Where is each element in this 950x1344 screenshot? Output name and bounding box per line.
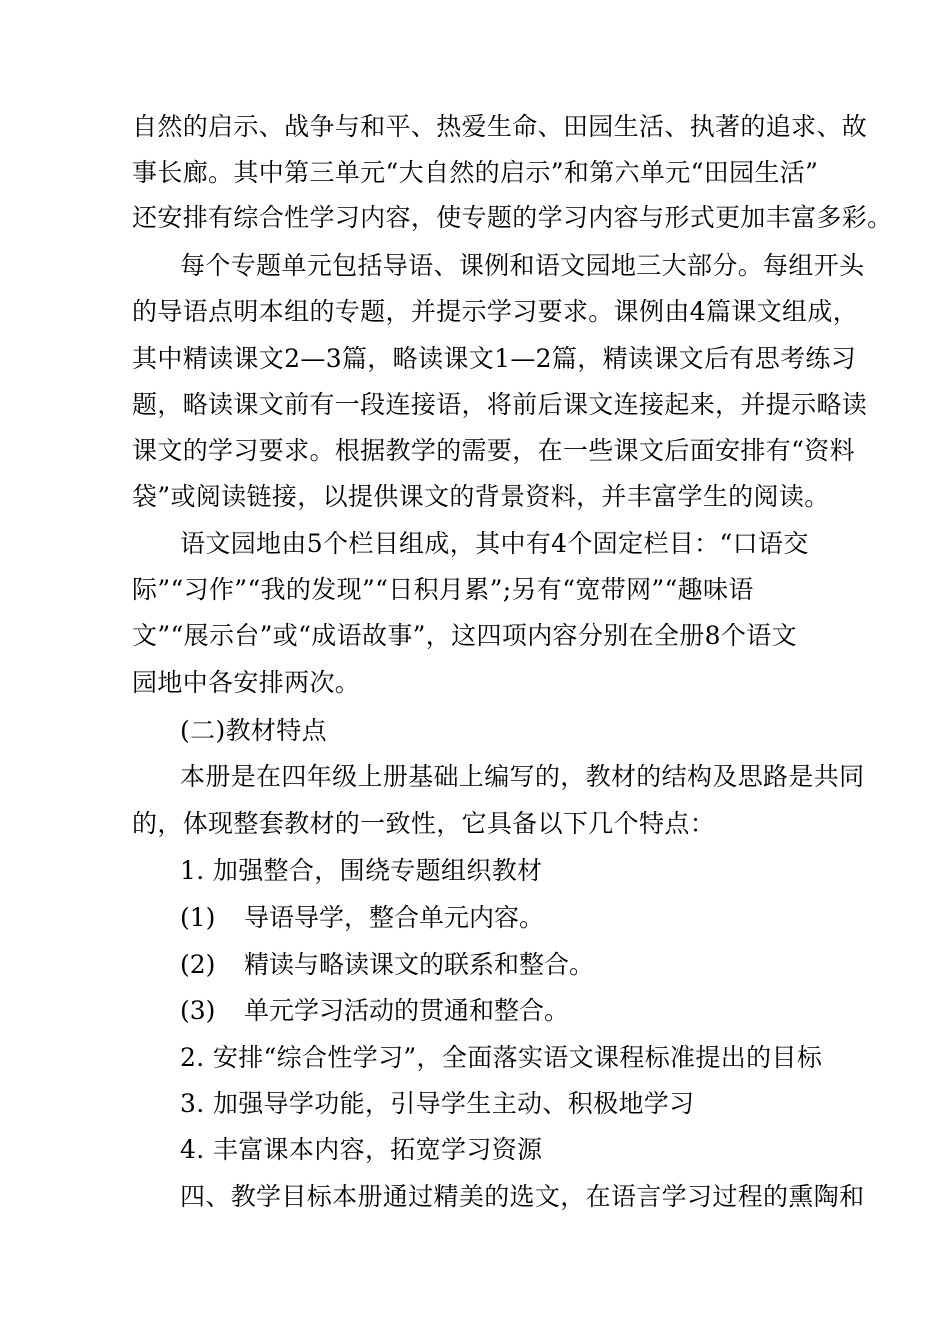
paragraph-line: 题，略读课文前有一段连接语，将前后课文连接起来，并提示略读 bbox=[132, 390, 868, 419]
sub-list-number: (2) bbox=[180, 950, 216, 979]
paragraph-line: 文”“展示台”或“成语故事”，这四项内容分别在全册8个语文 bbox=[132, 621, 797, 650]
section-heading: (二)教材特点 bbox=[180, 716, 327, 745]
sub-list-text: 精读与略读课文的联系和整合。 bbox=[244, 950, 595, 979]
numbered-point: 3. 加强导学功能，引导学生主动、积极地学习 bbox=[180, 1089, 695, 1118]
sub-list-text: 导语导学，整合单元内容。 bbox=[244, 903, 545, 932]
paragraph-line: 还安排有综合性学习内容，使专题的学习内容与形式更加丰富多彩。 bbox=[132, 203, 893, 232]
sub-list-number: (3) bbox=[180, 996, 216, 1025]
sub-list-item bbox=[180, 996, 569, 1026]
paragraph-line: 每个专题单元包括导语、课例和语文园地三大部分。每组开头 bbox=[180, 251, 865, 280]
sub-list-text: 单元学习活动的贯通和整合。 bbox=[244, 996, 570, 1025]
paragraph-line: 本册是在四年级上册基础上编写的，教材的结构及思路是共同 bbox=[180, 762, 865, 791]
paragraph-line: 园地中各安排两次。 bbox=[132, 668, 361, 697]
paragraph-line: 课文的学习要求。根据教学的需要，在一些课文后面安排有“资料 bbox=[132, 436, 855, 465]
numbered-point: 4. 丰富课本内容，拓宽学习资源 bbox=[180, 1135, 543, 1164]
paragraph-line: 语文园地由5个栏目组成，其中有4个固定栏目：“口语交 bbox=[180, 529, 809, 558]
paragraph-line: 自然的启示、战争与和平、热爱生命、田园生活、执著的追求、故 bbox=[132, 112, 868, 141]
numbered-point: 1. 加强整合，围绕专题组织教材 bbox=[180, 856, 543, 885]
paragraph-line: 事长廊。其中第三单元“大自然的启示”和第六单元“田园生活” bbox=[132, 158, 819, 187]
paragraph-line: 的，体现整套教材的一致性，它具备以下几个特点： bbox=[132, 809, 716, 838]
paragraph-line: 其中精读课文2—3篇，略读课文1—2篇，精读课文后有思考练习 bbox=[132, 344, 857, 373]
paragraph-line: 际”“习作”“我的发现”“日积月累”;另有“宽带网”“趣味语 bbox=[132, 575, 754, 604]
sub-list-number: (1) bbox=[180, 903, 216, 932]
numbered-point: 2. 安排“综合性学习”，全面落实语文课程标准提出的目标 bbox=[180, 1043, 823, 1072]
paragraph-line: 袋”或阅读链接，以提供课文的背景资料，并丰富学生的阅读。 bbox=[132, 482, 830, 511]
sub-list-item bbox=[180, 950, 594, 980]
paragraph-line: 的导语点明本组的专题，并提示学习要求。课例由4篇课文组成， bbox=[132, 297, 859, 326]
paragraph-line: 四、教学目标本册通过精美的选文，在语言学习过程的熏陶和 bbox=[180, 1182, 865, 1211]
sub-list-item bbox=[180, 903, 544, 933]
